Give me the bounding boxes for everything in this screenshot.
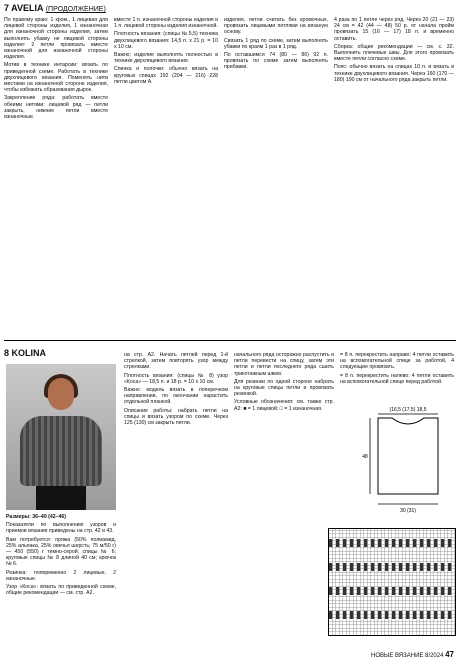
chart-band bbox=[329, 539, 455, 547]
pattern: Узор «Коса»: вязать по приведенной схеме, общие рекомендации — см. стр. А2. bbox=[6, 584, 116, 597]
paragraph: Описание работы: набрать петли на спицы и вязать узором по схеме. Через 125 (130) см закрыть петли. bbox=[124, 407, 228, 427]
column-2 bbox=[114, 17, 218, 87]
section8-column-2 bbox=[124, 352, 228, 428]
paragraph: Сборка: общие рекомендации — см. с. 32. Выполнить плечевые швы. Для этого провязать вместе петли согласно схеме. bbox=[334, 43, 454, 63]
paragraph: Плотность вязания: (спицы № 8) узор «Коса» — 18,5 п. и 18 р. = 10 x 10 см. bbox=[124, 372, 228, 385]
schema-outline bbox=[378, 418, 438, 494]
paragraph: = 8 п. перекрестить направо: 4 петли оставить на вспомогательной спице за работой, 4 следующие провязать. bbox=[340, 352, 454, 371]
sizes-note: Показатели по выполнению узоров и приемов вязания приведены на стр. 42 и 43. bbox=[6, 522, 116, 535]
paragraph: начального ряда осторожно распустить и петли перевести на спицу, затем эти петли и петли последнего ряда сшить трикотажным швом. bbox=[234, 352, 334, 377]
magazine-name: НОВЫЕ ВЯЗАНИЕ 8/2024 bbox=[371, 653, 444, 659]
sizes: Размеры: 36–40 (42–46) bbox=[6, 514, 67, 520]
paragraph: Важно: модель вязать в поперечном направлении, по окончании нарастить отдельной планкой. bbox=[124, 387, 228, 406]
garment-schema bbox=[358, 404, 454, 524]
paragraph: вместе 1 п. изнаночной стороны изделия и 1 п. лицевой стороны изделия изнаночной. bbox=[114, 17, 218, 30]
legs-shape bbox=[36, 486, 86, 510]
materials: Вам потребуется: пряжа (50% полиамид, 25% альпака, 25% овечья шерсть; 75 м/50 г) — 450 (550) г темно-серой; спицы № 6; круговые спицы № 8 длиной 40 см; крючок № 6. bbox=[6, 536, 116, 568]
chart-band bbox=[329, 587, 455, 595]
knitting-chart bbox=[328, 528, 456, 636]
section8-column-4 bbox=[340, 352, 454, 387]
paragraph: По оставшимся 74 (80 — 86) 92 п. провязать по схеме затем выполнять прибавки. bbox=[224, 52, 328, 71]
section-divider bbox=[4, 340, 456, 341]
paragraph: Мотив в технике интарсии: вязать по приведенной схеме. Работать в технике двухлицевого вязания. Поменять нити местами на изнаночной стороне изделия, чтобы избежать образования дырок. bbox=[4, 62, 108, 94]
column-3 bbox=[224, 17, 328, 73]
ribbing: Резинка: попеременно 2 лицевые, 2 изнаночные. bbox=[6, 569, 116, 582]
section-title: 7 AVELIA bbox=[4, 3, 44, 13]
paragraph: Связать 1 ряд по схеме, затем выполнять убавки по краям 1 раз в 1 ряд. bbox=[224, 37, 328, 50]
materials-block bbox=[6, 514, 116, 598]
page-number: 47 bbox=[445, 650, 454, 659]
schema-bottom-label: 30 (31) bbox=[400, 508, 416, 514]
paragraph: Плотность вязания: (спицы № 5,5) техника двухлицевого вязания: 14,5 п. x 21 р. = 10 x 10 см. bbox=[114, 31, 218, 50]
paragraph: Условные обозначения: см. также стр. А2: ■ = 1 лицевой; □ = 1 изнаночная. bbox=[234, 399, 334, 412]
paragraph: = 8 п. перекрестить налево: 4 петли оставить на вспомогательной спице перед работой. bbox=[340, 372, 454, 385]
head-shape bbox=[48, 378, 74, 410]
column-4 bbox=[334, 17, 454, 85]
sweater-shape bbox=[20, 416, 102, 486]
paragraph: на стр. А2. Начать петлей перед 1-й стрелкой, затем повторять узор между стрелками. bbox=[124, 352, 228, 371]
chart-band bbox=[329, 611, 455, 619]
schema-side-label: 48 bbox=[362, 454, 368, 460]
paragraph: Важно: изделие выполнять полностью в технике двухлицевого вязания. bbox=[114, 52, 218, 65]
paragraph: Закрепление ряда: работать вместе обеими нитями: лицевой ряд — петли закрыть, нижние петли вместе изнаночные. bbox=[4, 95, 108, 121]
paragraph: Для резинки по одной стороне набрать на круговые спицы петли и провязать резинкой. bbox=[234, 378, 334, 398]
section-subtitle: (ПРОДОЛЖЕНИЕ) bbox=[45, 6, 106, 13]
chart-band bbox=[329, 563, 455, 571]
paragraph: изделия, петли считать без кромочных, провязать лицевыми петлями на вязаную основу. bbox=[224, 17, 328, 36]
section8-column-3 bbox=[234, 352, 334, 414]
paragraph: По правому краю: 1 кром., 1 лицевая для лицевой стороны изделия, 1 изнаночная для изнаночной стороны изделия, затем выполнять убавку не лицевой стороны изделия: 2 петли провязать вместе изнаночной для изнаночной стороны изделия. bbox=[4, 17, 108, 61]
section-header bbox=[4, 3, 106, 13]
paragraph: Пояс: обычно вязать на спицах 10 п. и вязать в технике двухлицевого вязания. Через 160 (170 — 180) 190 см от начального ряда закрыть петли. bbox=[334, 64, 454, 83]
model-photo bbox=[6, 364, 116, 510]
section-8-title: 8 KOLINA bbox=[4, 348, 47, 358]
paragraph: 4 раза по 1 петле через ряд. Через 20 (21 — 23) 24 см = 42 (44 — 48) 50 р. от начала пройм провязать 15 (16 — 17) 18 п. и временно оставить. bbox=[334, 17, 454, 42]
paragraph: Спинка и полочки: обычно вязать на круговых спицах 192 (204 — 216) 228 петли цветом А. bbox=[114, 66, 218, 85]
column-1 bbox=[4, 17, 108, 122]
page-footer bbox=[371, 650, 454, 659]
schema-top-label: (16,5 (17,5) 18,5 bbox=[389, 407, 427, 413]
